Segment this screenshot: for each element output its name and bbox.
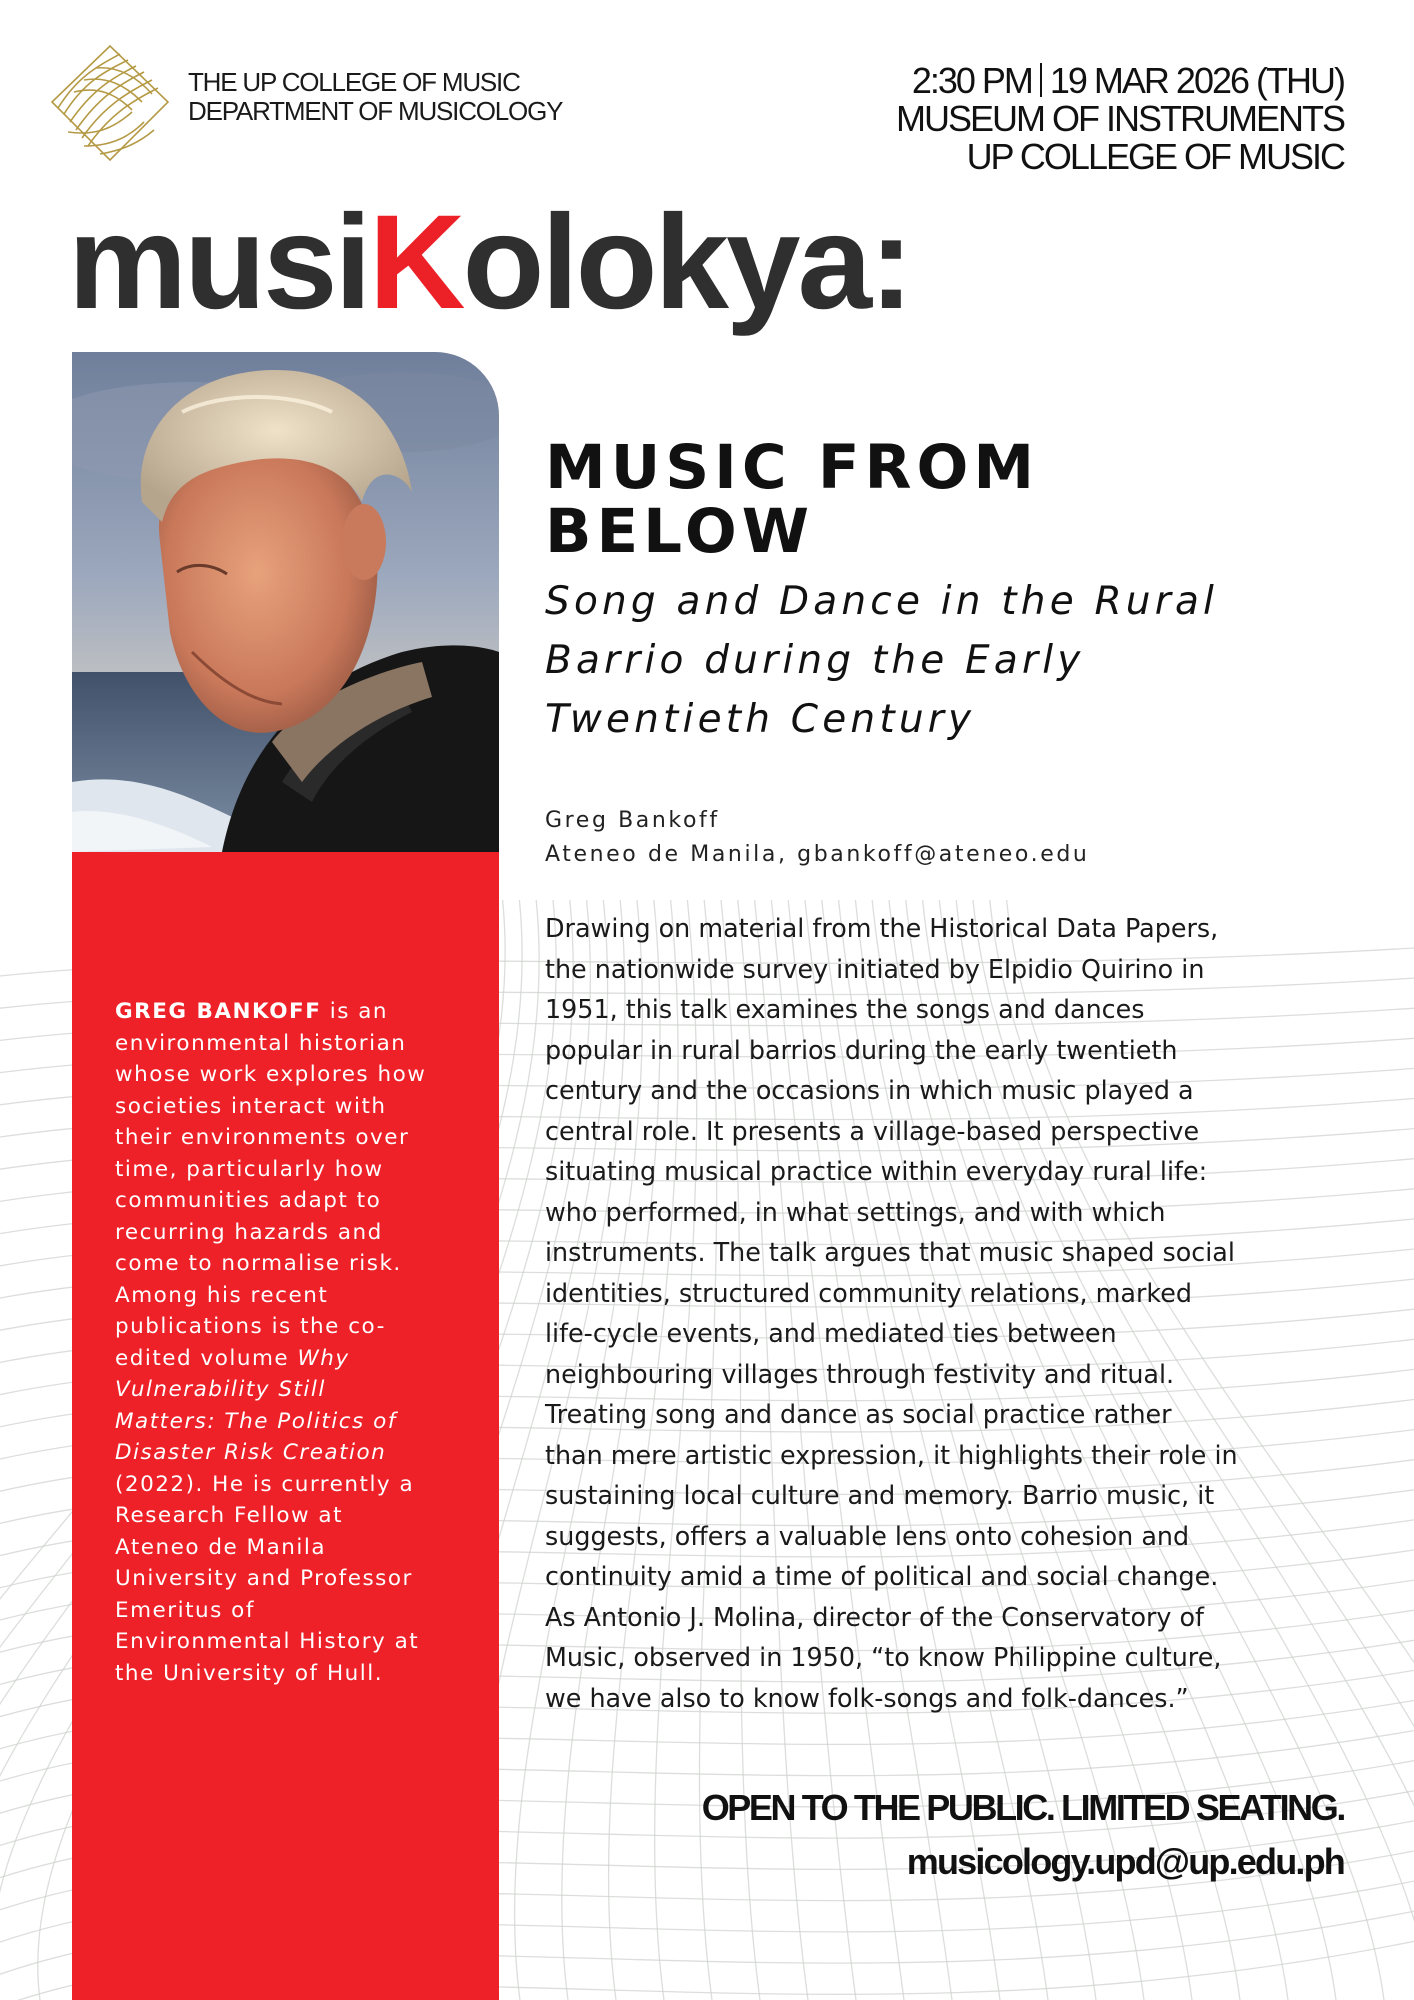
department-name [188,68,562,126]
bio-line: publications is the co- [115,1314,386,1339]
bio-line: time, particularly how [115,1156,384,1182]
series-title-suffix: olokya: [462,188,911,337]
bio-line: Among his recent [115,1282,329,1308]
bio-line: Ateneo de Manila [115,1534,327,1560]
talk-title-line-1: MUSIC FROM [545,432,1040,503]
department-line-1: THE UP COLLEGE OF MUSIC [188,67,520,97]
abstract-line: neighbouring villages through festivity and ritual. [545,1358,1175,1389]
abstract-line: central role. It presents a village-based perspective [545,1115,1200,1146]
speaker-info [545,804,1089,872]
bio-title-prefix: edited volume [115,1345,298,1371]
bio-line: recurring hazards and [115,1219,383,1245]
series-title-highlight: K [368,188,463,337]
event-time: 2:30 PM [911,60,1032,101]
bio-line: whose work explores how [115,1062,427,1087]
abstract-line: suggests, offers a valuable lens onto cohesion and [545,1520,1190,1551]
abstract-line: Treating song and dance as social practice rather [545,1399,1172,1429]
bio-line: the University of Hull. [115,1660,384,1686]
abstract-line: Drawing on material from the Historical Data Papers, [545,913,1219,943]
bio-book-title-line: Vulnerability Still [115,1377,326,1402]
abstract-line: popular in rural barrios during the early twentieth [545,1034,1178,1065]
abstract-line: identities, structured community relations, marked [545,1277,1192,1308]
abstract-line: situating musical practice within everyday rural life: [545,1156,1208,1186]
abstract-line: sustaining local culture and memory. Barrio music, it [545,1480,1215,1510]
bio-speaker-name: GREG BANKOFF [115,999,322,1024]
bio-line: University and Professor [115,1566,413,1591]
abstract-line: continuity amid a time of political and social change. [545,1561,1219,1591]
footer [702,1786,1344,1884]
bio-book-title-part: Why [297,1345,350,1371]
abstract-line: century and the occasions in which music played a [545,1075,1194,1105]
speaker-affiliation: Ateneo de Manila, gbankoff@ateneo.edu [545,842,1090,867]
bio-line [115,1406,465,1438]
abstract-line: than mere artistic expression, it highlights their role in [545,1439,1238,1470]
series-title-prefix: musi [68,188,369,337]
department-line-2: DEPARTMENT OF MUSICOLOGY [188,96,563,126]
bio-line: environmental historian [115,1030,407,1056]
series-title [68,188,911,338]
bio-line: their environments over [115,1125,410,1150]
abstract-line: the nationwide survey initiated by Elpidio Quirino in [545,953,1205,984]
bio-line: (2022). He is currently a [115,1471,415,1497]
bio-line [115,1437,465,1469]
abstract-line: life-cycle events, and mediated ties between [545,1318,1117,1348]
event-venue-line-1: MUSEUM OF INSTRUMENTS [896,98,1344,139]
separator-bar [1040,63,1042,97]
bio-book-title-line: Matters: The Politics of [115,1408,397,1434]
bio-line: communities adapt to [115,1188,382,1213]
abstract-line: who performed, in what settings, and with which [545,1196,1166,1227]
bio-book-title-line: Disaster Risk Creation [115,1440,387,1465]
abstract-line: Music, observed in 1950, “to know Philippine culture, [545,1642,1222,1672]
event-venue-line-2: UP COLLEGE OF MUSIC [966,136,1344,177]
talk-subtitle-line: Song and Dance in the Rural [545,579,1219,624]
bio-line: Research Fellow at [115,1503,343,1528]
event-info [896,62,1344,176]
abstract-line: instruments. The talk argues that music shaped social [545,1237,1235,1267]
abstract-line: 1951, this talk examines the songs and dances [545,994,1145,1024]
talk-subtitle-line: Barrio during the Early [545,638,1085,683]
speaker-photo [72,352,499,852]
talk-subtitle-line: Twentieth Century [545,697,976,742]
bio-line [115,1374,465,1406]
event-date: 19 MAR 2026 (THU) [1049,60,1344,101]
talk-title [545,432,1040,567]
bio-line: Emeritus of [115,1597,255,1623]
bio-line [115,996,465,1028]
abstract-line: we have also to know folk-songs and folk-dances.” [545,1682,1189,1713]
talk-title-line-2: BELOW [545,496,814,567]
bio-line-1-rest: is an [321,999,389,1024]
speaker-bio [115,996,465,1689]
bio-line: Environmental History at [115,1629,420,1654]
speaker-name: Greg Bankoff [545,808,720,833]
bio-line [115,1343,465,1375]
talk-abstract [545,908,1375,1718]
bio-line: come to normalise risk. [115,1251,402,1276]
bio-line: societies interact with [115,1093,387,1119]
abstract-line: As Antonio J. Molina, director of the Conservatory of [545,1601,1204,1632]
talk-subtitle [545,572,1345,749]
public-notice: OPEN TO THE PUBLIC. LIMITED SEATING. [701,1787,1344,1828]
event-time-date [896,62,1344,100]
contact-email[interactable]: musicology.upd@up.edu.ph [906,1841,1344,1882]
music-logo-icon [44,42,172,164]
